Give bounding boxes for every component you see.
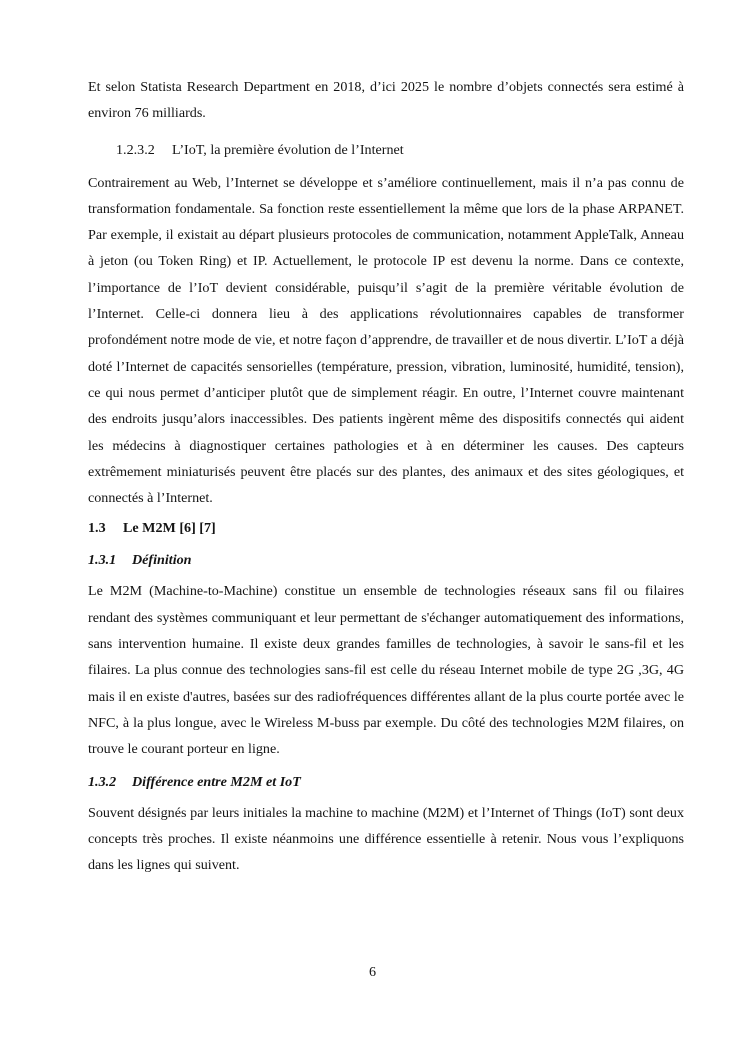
heading-1-3-1 bbox=[88, 547, 684, 573]
heading-number: 1.3 bbox=[88, 520, 106, 537]
heading-title: Définition bbox=[132, 552, 192, 569]
heading-title: L’IoT, la première évolution de l’Internet bbox=[172, 141, 404, 158]
heading-1-2-3-2 bbox=[116, 137, 684, 163]
heading-number: 1.3.2 bbox=[88, 773, 117, 790]
paragraph-difference: Souvent désignés par leurs initiales la machine to machine (M2M) et l’Internet of Things (IoT) sont deux concepts très proches. Il existe néanmoins une différence essentielle à retenir. Nous vous l’expliquons dans les lignes qui suivent. bbox=[88, 804, 684, 874]
page-number: 6 bbox=[368, 964, 377, 980]
heading-title: Le M2M [6] [7] bbox=[123, 520, 216, 537]
heading-1-3-2 bbox=[88, 769, 684, 795]
heading-number: 1.2.3.2 bbox=[116, 141, 155, 158]
heading-number: 1.3.1 bbox=[88, 552, 117, 569]
paragraph-iot-evolution: Contrairement au Web, l’Internet se développe et s’améliore continuellement, mais il n’a pas connu de transformation fondamentale. Sa fonction reste essentiellement la même que lors de la phase ARPANET. Par exemple, il existait au départ plusieurs protocoles de communication, notamment AppleTalk, Anneau à jeton (ou Token Ring) et IP. Actuellement, le protocole IP est devenu la norme. Dans ce contexte, l’importance de l’IoT devient considérable, puisqu’il s’agit de la première véritable évolution de l’Internet. Celle-ci donnera lieu à des applications révolutionnaires capables de transformer profondément notre mode de vie, et notre façon d’apprendre, de travailler et de nous divertir. L’IoT a déjà doté l’Internet de capacités sensorielles (température, pression, vibration, luminosité, humidité, tension), ce qui nous permet d’anticiper plutôt que de simplement réagir. En outre, l’Internet couvre maintenant des endroits jusqu’alors inaccessibles. Des patients ingèrent même des dispositifs connectés qui aident les médecins à diagnostiquer certaines pathologies et à en déterminer les causes. Des capteurs extrêmement miniaturisés peuvent être placés sur des plantes, des animaux et des sites géologiques, et connectés à l’Internet. bbox=[88, 174, 684, 507]
intro-paragraph: Et selon Statista Research Department en 2018, d’ici 2025 le nombre d’objets connectés sera estimé à environ 76 milliards. bbox=[88, 79, 684, 122]
heading-title: Différence entre M2M et IoT bbox=[132, 773, 301, 790]
paragraph-definition: Le M2M (Machine-to-Machine) constitue un ensemble de technologies réseaux sans fil ou filaires rendant des systèmes communiquant et leur permettant de s'échanger automatiquement des informations, sans intervention humaine. Il existe deux grandes familles de technologies, à savoir le sans-fil et les filaires. La plus connue des technologies sans-fil est celle du réseau Internet mobile de type 2G ,3G, 4G mais il en existe d'autres, basées sur des radiofréquences différentes allant de la plus courte portée avec le NFC, à la plus longue, avec le Wireless M-buss par exemple. Du côté des technologies M2M filaires, on trouve le courant porteur en ligne. bbox=[88, 583, 684, 758]
heading-1-3 bbox=[88, 515, 684, 541]
document-page bbox=[88, 74, 684, 878]
